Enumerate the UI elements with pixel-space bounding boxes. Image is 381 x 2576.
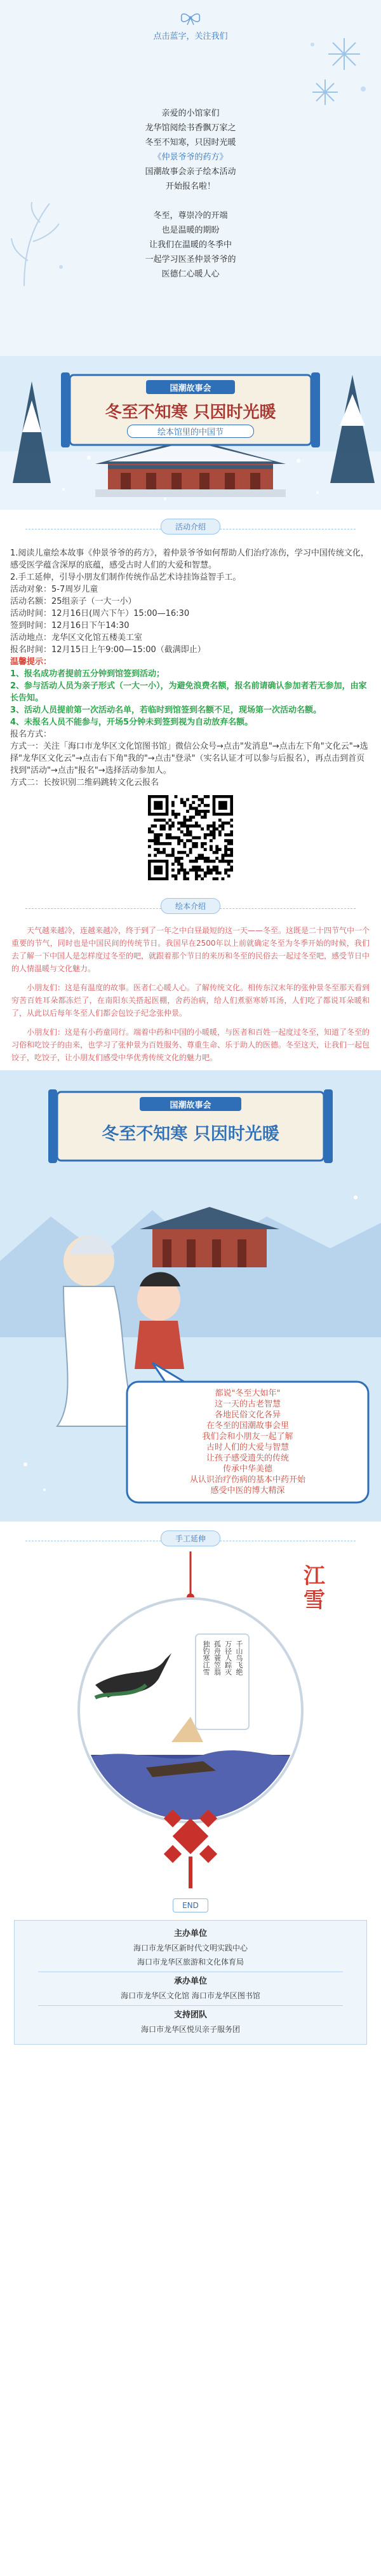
footer-item: 海口市龙华区悦贝亲子服务团: [140, 2025, 240, 2034]
banner-title: 冬至不知寒 只因时光暖: [105, 403, 276, 422]
activity-line: 活动地点：龙华区文化馆五楼美工室: [10, 633, 143, 643]
qr-code[interactable]: [148, 795, 233, 880]
story-paragraph: 小朋友们：这是有小药童同行。端着中药和中国的小暖暖，与医者和百姓一起度过冬至，知道了冬至的习俗和吃饺子的由来，也学习了张仲景为百姓服务、尊重生命、乐于助人的医德。冬至这天，让我们一起包饺子，吃饺子，让小朋友们感受中华优秀传统文化的魅力吧。: [11, 1028, 370, 1062]
notice-item: 4、未报名人员不能参与，开场5分钟未到签到视为自动放弃名额。: [10, 718, 253, 727]
poem-line: 开始报名啦！: [165, 182, 215, 191]
end-marker: [0, 1892, 381, 1920]
activity-line: 活动时间：12月16日(周六下午）15:00—16:30: [10, 609, 190, 618]
organizer-footer: [14, 1920, 367, 2045]
bow-icon: [178, 10, 203, 25]
poem-line: 龙华馆阅绘书香飘万家之: [145, 123, 236, 133]
activity-line: 签到时间：12月16日下午14:30: [10, 621, 130, 630]
book-title: 《仲景爷爷的药方》: [153, 153, 228, 162]
bubble-line: 这一天的古老智慧: [214, 1400, 281, 1409]
activity-section-header: [0, 510, 381, 540]
poem-column: 千山鸟飞绝: [234, 1640, 243, 1675]
poem-line: 医德仁心暖人心: [161, 269, 220, 279]
poster-title: 冬至不知寒 只因时光暖: [102, 1124, 279, 1144]
poem-line: 国潮故事会亲子绘本活动: [145, 167, 236, 177]
craft-showcase: [0, 1551, 381, 1892]
bubble-line: 各地民俗文化各异: [214, 1410, 281, 1420]
signup-title: 报名方式：: [10, 730, 52, 739]
story-paragraph: 天气越来越冷，连越来越冷，终于到了一年之中白昼最短的这一天——冬至。这既是二十四节气中一个重要的节气，同时也是中国民间的传统节日。我国早在2500年以上前就确定冬至为冬季开始的时候，我们去了解一下中国人是怎样度过冬至的吧，就跟着那个节日的来历和冬至的民俗去一起过冬至吧，感受节日中的人情温暖与文化魅力。: [11, 926, 370, 973]
intro-section: [0, 0, 381, 356]
story-poster: [0, 1070, 381, 1522]
signup-line: 方式二：长按识别二维码跳转文化云报名: [10, 778, 159, 787]
activity-line: 报名时间：12月15日上午9:00—15:00（截满即止）: [10, 645, 206, 655]
notice-title: 温馨提示：: [10, 657, 52, 667]
bubble-line: 感受中医的博大精深: [210, 1486, 285, 1496]
follow-prompt[interactable]: 点击蓝字，关注我们: [153, 32, 228, 41]
bubble-line: 都说"冬至大如年": [215, 1389, 281, 1398]
banner-tag: 国潮故事会: [170, 384, 211, 393]
poster-tag: 国潮故事会: [170, 1101, 211, 1110]
activity-details: [0, 540, 381, 789]
activity-line: 活动名额：25组亲子（一大一小）: [10, 597, 137, 606]
story-section-label: 绘本介绍: [161, 898, 220, 914]
poem-column: 孤舟蓑笠翁: [213, 1640, 222, 1675]
craft-tag: 江雪: [304, 1564, 325, 1613]
footer-group-title: 承办单位: [173, 1977, 207, 1986]
craft-section-header: [0, 1522, 381, 1551]
end-label: END: [173, 1898, 208, 1912]
plant-decoration-icon: [5, 191, 75, 286]
bubble-line: 我们会和小朋友一起了解: [202, 1432, 293, 1441]
notice-item: 3、活动人员提前第一次活动名单，若临时到馆签到名额不足，现场第一次活动名额。: [10, 705, 322, 715]
event-banner: [0, 356, 381, 510]
notice-item: 2、参与活动人员为亲子形式（一大一小），为避免浪费名额，报名前请确认参加者若无参加，由家长告知。: [10, 681, 367, 703]
activity-section-label: 活动介绍: [161, 519, 220, 535]
banner-subtitle: 绘本馆里的中国节: [127, 425, 254, 438]
poem-line: 一起学习医圣仲景爷爷的: [145, 255, 236, 264]
bubble-line: 古时人们的大爱与智慧: [206, 1443, 289, 1452]
bubble-line: 在冬至的国潮故事会里: [206, 1421, 289, 1431]
footer-item: 海口市龙华区旅游和文化体育局: [137, 1958, 244, 1966]
craft-section-label: 手工延伸: [161, 1530, 220, 1546]
qr-code-wrap: [0, 789, 381, 889]
bubble-line: 传承中华美德: [222, 1464, 272, 1474]
footer-group-title: 支持团队: [173, 2010, 207, 2020]
story-paragraph: 小朋友们：这是有温度的故事。医者仁心暖人心。了解传统文化。相传东汉末年的张仲景冬至那天看到穷苦百姓耳朵都冻烂了，在南阳东关搭起医棚，舍药治病，给人们煮驱寒娇耳汤，人们吃了都说耳朵暖和了，从此以后每年冬至人们都会包饺子纪念张仲景。: [11, 983, 370, 1018]
notice-item: 1、报名成功者提前五分钟到馆签到活动；: [10, 669, 165, 679]
bubble-line: 从认识治疗伤病的基本中药开始: [189, 1475, 305, 1485]
story-text: [0, 919, 381, 1064]
snowflake-decoration-icon: [300, 25, 376, 114]
poem-column: 万径人踪灭: [224, 1640, 232, 1675]
activity-line: 2.手工延伸，引导小朋友们制作传统作品艺术诗挂饰益智手工。: [10, 573, 241, 582]
signup-line: 方式一：关注「海口市龙华区文化馆图书馆」微信公众号→点击"发消息"→点击左下角"文化云"→选择"龙华区文化云"→点击右下角"我的"→点击"登录"（实名认证才可以参与后报名），再点击到首页找到"活动"→点击"报名"→选择活动参加人。: [10, 742, 368, 775]
footer-item: 海口市龙华区文化馆 海口市龙华区图书馆: [121, 1991, 260, 2000]
footer-item: 海口市龙华区新时代文明实践中心: [133, 1944, 248, 1952]
poem-line: 亲爱的小馆家们: [161, 109, 220, 118]
poem-line: 也是温暖的期盼: [161, 226, 220, 235]
poem-line: 让我们在温暖的冬季中: [149, 240, 232, 250]
poem-line: 冬至，尊崇冷的开端: [153, 211, 228, 221]
craft-poem: [201, 1640, 244, 1726]
story-section-header: [0, 889, 381, 919]
poster-bubble-text: [136, 1388, 359, 1496]
footer-group-title: 主办单位: [173, 1929, 207, 1939]
bubble-line: 让孩子感受遗失的传统: [206, 1454, 289, 1463]
activity-line: 1.阅读儿童绘本故事《仲景爷爷的药方》，着仲景爷爷如何帮助人们治疗冻伤，学习中国传统文化，感受医学蕴含深厚的底蕴，感受古时人们的大爱和智慧。: [10, 549, 369, 570]
poem-line: 冬至不知寒，只因时光暖: [145, 138, 236, 147]
activity-line: 活动对象：5-7周岁儿童: [10, 585, 98, 594]
poem-column: 独钓寒江雪: [202, 1640, 210, 1675]
